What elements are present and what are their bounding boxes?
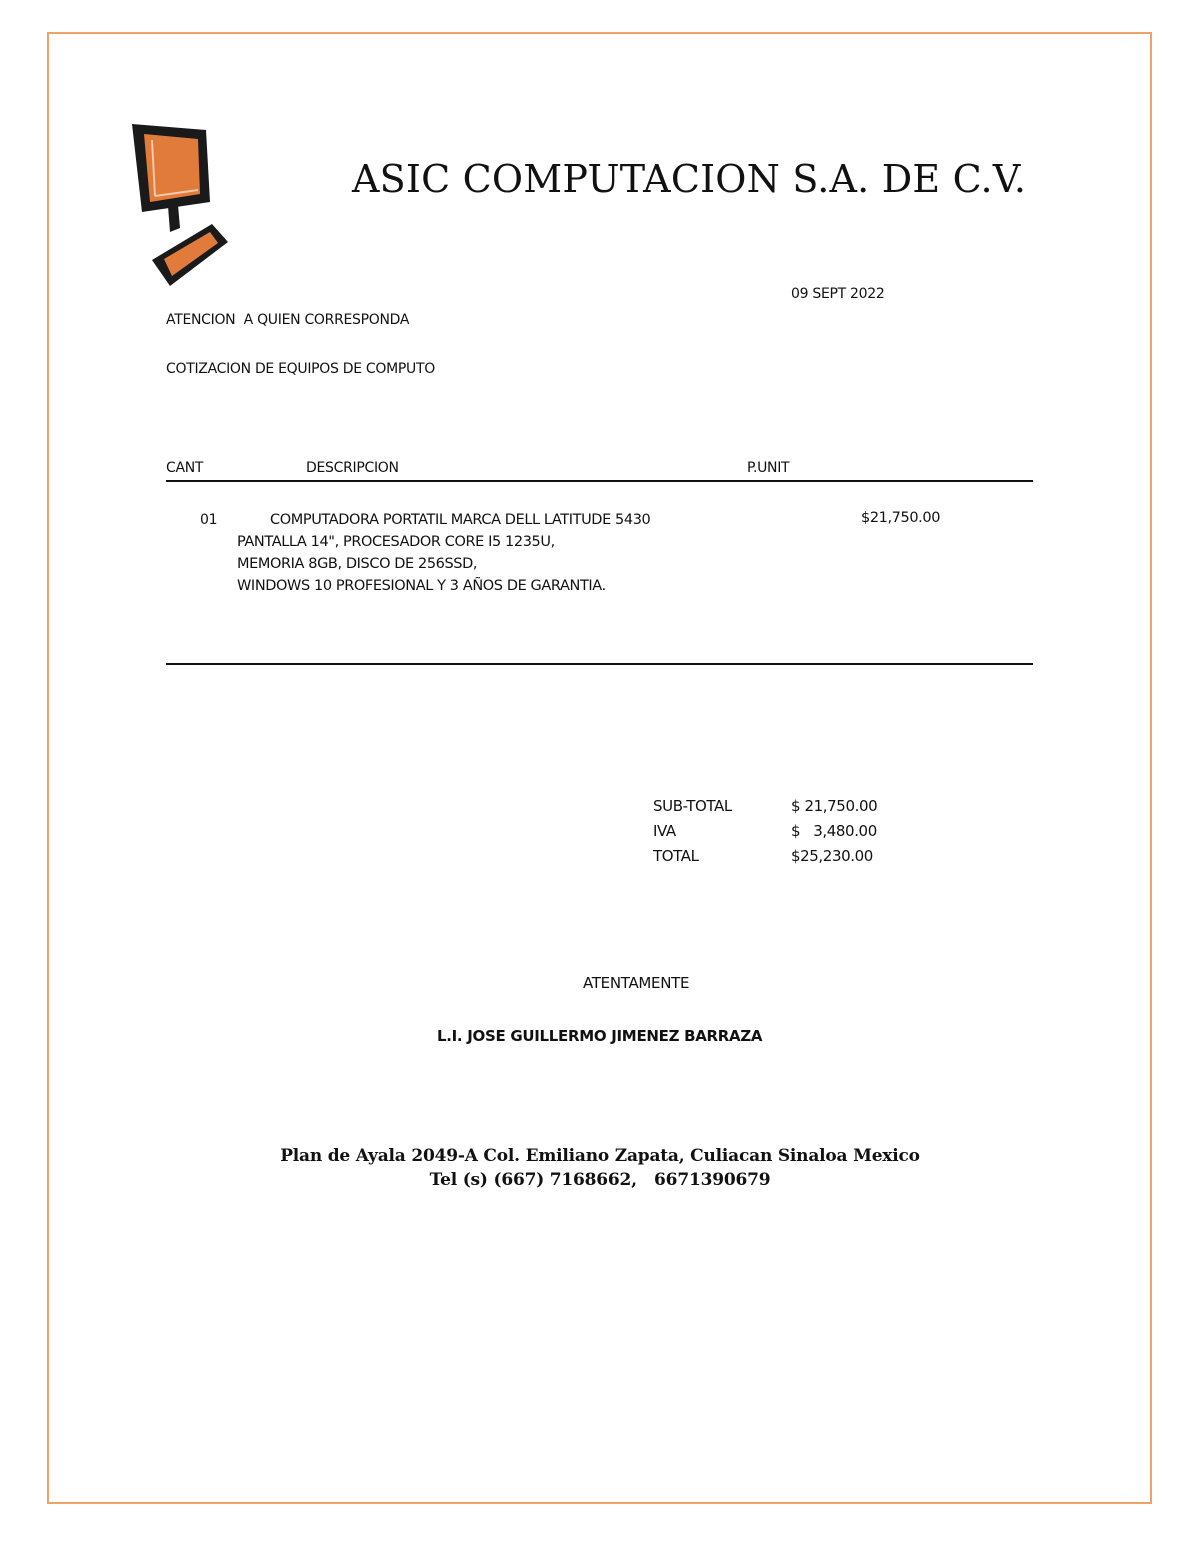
column-header-unit-price: P.UNIT bbox=[747, 460, 790, 476]
row-description bbox=[237, 509, 650, 597]
description-line: MEMORIA 8GB, DISCO DE 256SSD, bbox=[237, 556, 478, 572]
row-qty: 01 bbox=[200, 512, 218, 528]
computer-logo-icon bbox=[128, 120, 232, 292]
document-subject: COTIZACION DE EQUIPOS DE COMPUTO bbox=[166, 361, 435, 377]
description-line: PANTALLA 14", PROCESADOR CORE I5 1235U, bbox=[237, 534, 555, 550]
description-line: WINDOWS 10 PROFESIONAL Y 3 AÑOS DE GARANTIA. bbox=[237, 578, 606, 594]
attention-line: ATENCION A QUIEN CORRESPONDA bbox=[166, 312, 410, 328]
footer-phones: Tel (s) (667) 7168662, 6671390679 bbox=[429, 1170, 771, 1190]
total-label: TOTAL bbox=[653, 847, 699, 865]
subtotal-row bbox=[653, 797, 877, 822]
closing-salutation: ATENTAMENTE bbox=[583, 974, 690, 992]
signer-name: L.I. JOSE GUILLERMO JIMENEZ BARRAZA bbox=[437, 1027, 763, 1045]
table-header-rule bbox=[166, 480, 1033, 482]
company-name: ASIC COMPUTACION S.A. DE C.V. bbox=[352, 157, 1027, 201]
row-unit-price: $21,750.00 bbox=[861, 510, 941, 526]
column-header-qty: CANT bbox=[166, 460, 204, 476]
description-line: COMPUTADORA PORTATIL MARCA DELL LATITUDE 5430 bbox=[270, 512, 651, 528]
total-row bbox=[653, 847, 877, 872]
subtotal-label: SUB-TOTAL bbox=[653, 797, 732, 815]
table-footer-rule bbox=[166, 663, 1033, 665]
iva-label: IVA bbox=[653, 822, 676, 840]
totals-block bbox=[653, 797, 877, 872]
subtotal-value: $ 21,750.00 bbox=[791, 797, 878, 815]
total-value: $25,230.00 bbox=[791, 847, 873, 865]
iva-value: $ 3,480.00 bbox=[791, 822, 877, 840]
document-date: 09 SEPT 2022 bbox=[791, 286, 885, 302]
footer-address: Plan de Ayala 2049-A Col. Emiliano Zapata, Culiacan Sinaloa Mexico bbox=[280, 1146, 920, 1166]
column-header-description: DESCRIPCION bbox=[306, 460, 399, 476]
iva-row bbox=[653, 822, 877, 847]
